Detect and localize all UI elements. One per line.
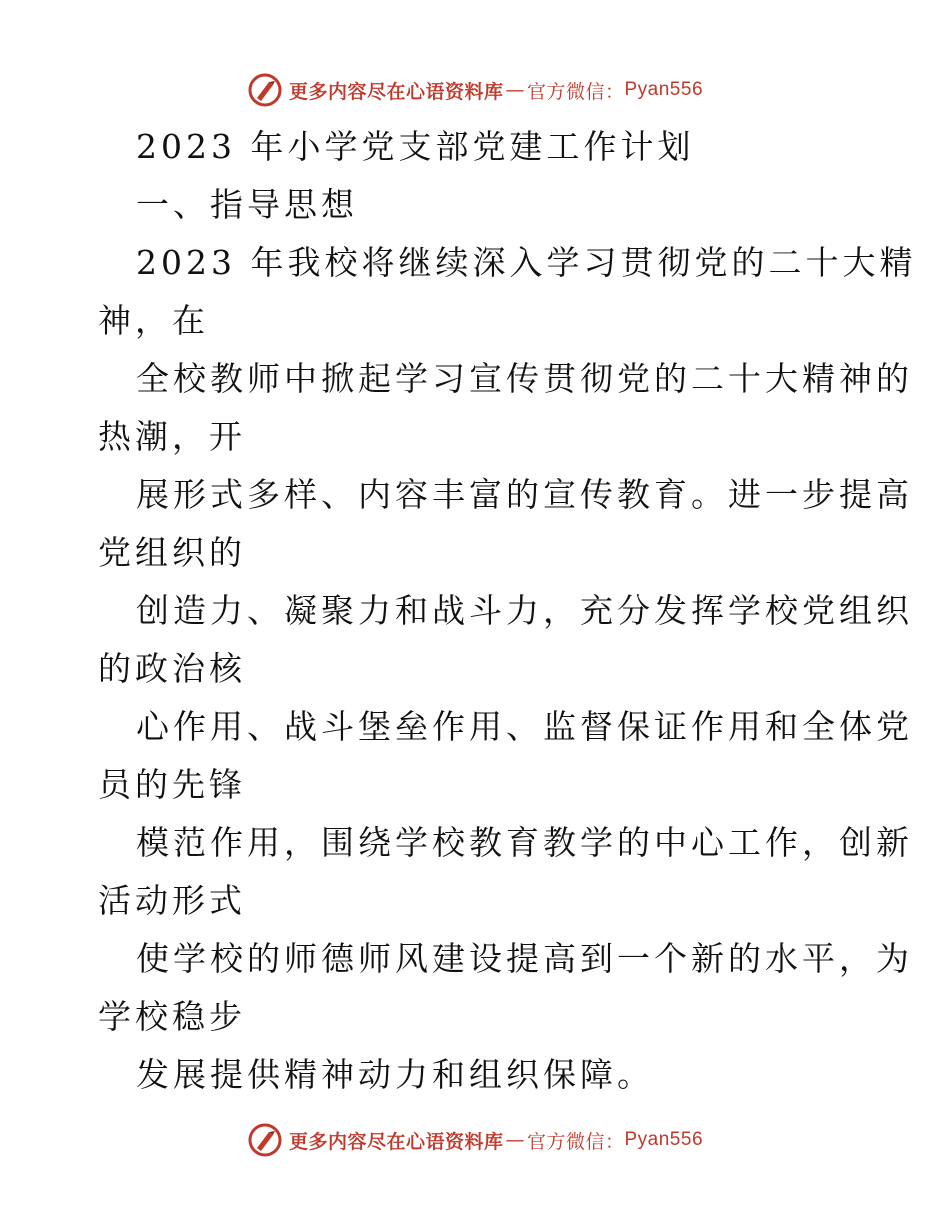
pen-logo-icon (247, 72, 283, 108)
paragraph-line: 2023 年我校将继续深入学习贯彻党的二十大精 (136, 243, 917, 282)
paragraph-line: 心作用、战斗堡垒作用、监督保证作用和全体党 (136, 707, 913, 746)
banner-wechat-label: 官方微信： (526, 1130, 625, 1153)
paragraph-line: 神，在 (98, 301, 209, 340)
paragraph-line: 展形式多样、内容丰富的宣传教育。进一步提高 (136, 475, 913, 514)
paragraph-line: 模范作用，围绕学校教育教学的中心工作，创新 (136, 823, 913, 862)
paragraph-line: 全校教师中掀起学习宣传贯彻党的二十大精神的 (136, 359, 913, 398)
banner-brand: 更多内容尽在心语资料库 (288, 80, 504, 103)
paragraph-line: 创造力、凝聚力和战斗力，充分发挥学校党组织 (136, 591, 913, 630)
paragraph-line: 的政治核 (98, 649, 246, 688)
banner-brand: 更多内容尽在心语资料库 (288, 1130, 504, 1153)
banner-wechat-label: 官方微信： (526, 80, 625, 103)
pen-logo-icon (247, 1122, 283, 1158)
banner-wechat-id: Pyan556 (624, 79, 704, 100)
document-body (98, 118, 917, 1104)
banner-separator: — (505, 1129, 525, 1151)
paragraph-line: 发展提供精神动力和组织保障。 (136, 1055, 654, 1094)
document-title: 2023 年小学党支部党建工作计划 (136, 127, 695, 166)
paragraph-line: 员的先锋 (98, 765, 246, 804)
paragraph-line: 党组织的 (98, 533, 246, 572)
paragraph-line: 使学校的师德师风建设提高到一个新的水平，为 (136, 939, 913, 978)
paragraph-line: 活动形式 (98, 881, 246, 920)
footer-watermark-banner (0, 1120, 950, 1160)
paragraph-line: 热潮，开 (98, 417, 246, 456)
banner-wechat-id: Pyan556 (624, 1129, 704, 1150)
paragraph-line: 学校稳步 (98, 997, 246, 1036)
section-heading: 一、指导思想 (136, 185, 358, 224)
banner-separator: — (505, 79, 525, 101)
header-watermark-banner (0, 70, 950, 110)
